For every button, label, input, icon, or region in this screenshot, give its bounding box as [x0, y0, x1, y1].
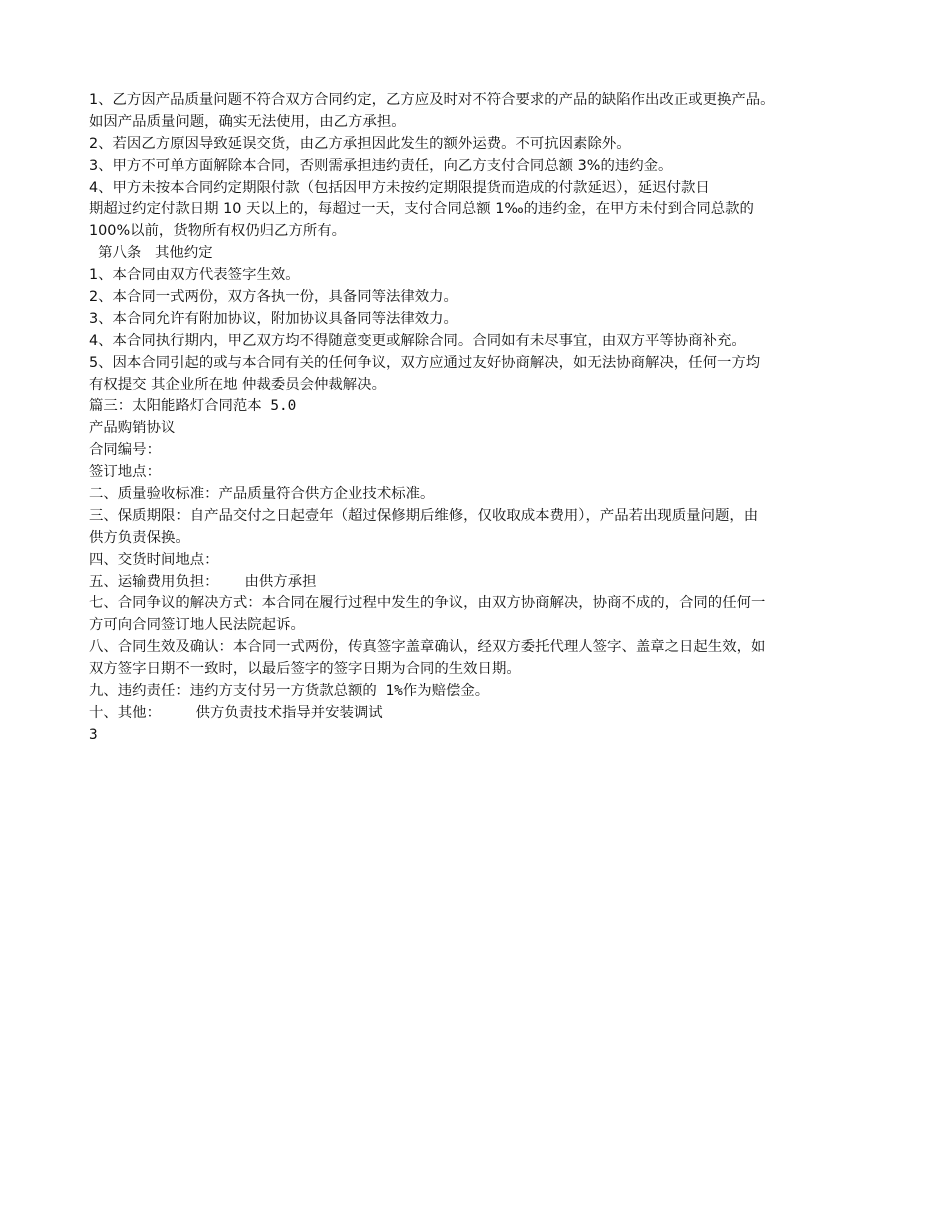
contract-number-label: 合同编号：: [89, 442, 161, 459]
term-4-delivery: 四、交货时间地点：: [89, 551, 219, 568]
term-8-effect-line-2: 双方签字日期不一致时，以最后签字的签字日期为合同的生效日期。: [89, 661, 521, 678]
article-8-item-2: 2、本合同一式两份，双方各执一份，具备同等法律效力。: [89, 289, 458, 306]
term-2-quality: 二、质量验收标准：产品质量符合供方企业技术标准。: [89, 486, 435, 503]
clause-1-line-2: 如因产品质量问题，确实无法使用，由乙方承担。: [89, 113, 406, 130]
clause-1-line-1: 1、乙方因产品质量问题不符合双方合同约定，乙方应及时对不符合要求的产品的缺陷作出改正或更换产品。: [89, 92, 775, 108]
page-number: 3: [89, 726, 98, 743]
section-3-title: 篇三：太阳能路灯合同范本 5.0: [89, 398, 297, 415]
article-8-item-5-line-1: 5、因本合同引起的或与本合同有关的任何争议，双方应通过友好协商解决，如无法协商解决，任何一方均: [89, 354, 761, 371]
article-8-item-3: 3、本合同允许有附加协议，附加协议具备同等法律效力。: [89, 310, 458, 327]
article-8-item-4: 4、本合同执行期内，甲乙双方均不得随意变更或解除合同。合同如有未尽事宜，由双方平等协商补充。: [89, 332, 746, 349]
term-3-warranty-line-1: 三、保质期限：自产品交付之日起壹年（超过保修期后维修，仅收取成本费用），产品若出现质量问题，由: [89, 507, 759, 524]
term-8-effect-line-1: 八、合同生效及确认：本合同一式两份，传真签字盖章确认，经双方委托代理人签字、盖章之日起生效，如: [89, 639, 766, 656]
clause-2: 2、若因乙方原因导致延误交货，由乙方承担因此发生的额外运费。不可抗因素除外。: [89, 135, 631, 152]
article-8-item-1: 1、本合同由双方代表签字生效。: [89, 267, 300, 284]
clause-4-line-1: 4、甲方未按本合同约定期限付款（包括因甲方未按约定期限提货而造成的付款延迟），延迟付款日: [89, 179, 710, 196]
term-10-other: 十、其他： 供方负责技术指导并安装调试: [89, 704, 383, 721]
clause-4-line-3: 100%以前，货物所有权仍归乙方所有。: [89, 223, 347, 240]
agreement-title: 产品购销协议: [89, 420, 176, 437]
document-page: [89, 90, 869, 747]
term-7-dispute-line-1: 七、合同争议的解决方式：本合同在履行过程中发生的争议，由双方协商解决，协商不成的，合同的任何一: [89, 595, 766, 612]
term-9-liability: 九、违约责任：违约方支付另一方货款总额的 1%作为赔偿金。: [89, 683, 490, 700]
clause-4-line-2: 期超过约定付款日期 10 天以上的，每超过一天，支付合同总额 1‰的违约金，在甲方未付到合同总款的: [89, 201, 754, 218]
article-8-item-5-line-2: 有权提交 其企业所在地 仲裁委员会仲裁解决。: [89, 376, 386, 393]
term-3-warranty-line-2: 供方负责保换。: [89, 529, 190, 546]
clause-3: 3、甲方不可单方面解除本合同，否则需承担违约责任，向乙方支付合同总额 3%的违约金。: [89, 157, 673, 174]
term-7-dispute-line-2: 方可向合同签订地人民法院起诉。: [89, 617, 305, 634]
article-8-heading: 第八条 其他约定: [89, 245, 213, 262]
term-5-transport: 五、运输费用负担： 由供方承担: [89, 573, 317, 590]
signing-place-label: 签订地点：: [89, 464, 161, 481]
